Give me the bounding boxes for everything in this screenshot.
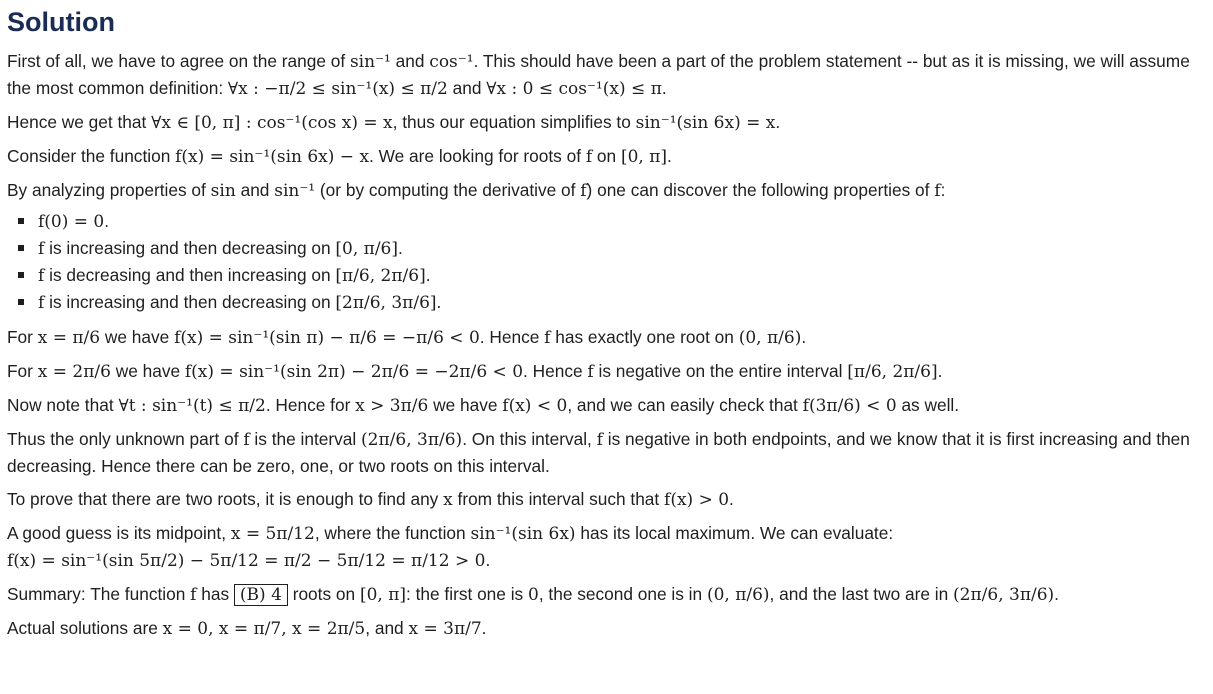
text: has its local maximum. We can evaluate: [575,523,894,543]
text: has exactly one root on [550,327,739,347]
math: x = π/6 [37,328,101,348]
math: f [585,147,593,167]
paragraph-properties-intro [7,177,1206,204]
math: sin⁻¹ [349,52,391,72]
text: ) one can discover the following properties of [586,180,935,200]
math: x [443,490,453,510]
math: 0 [527,585,539,605]
text: . [667,146,672,166]
text: . We are looking for roots of [369,146,586,166]
math: f(0) = 0 [38,212,105,232]
paragraph-midpoint [7,520,1206,574]
paragraph-actual-solutions [7,615,1206,642]
math: [π/6, 2π/6] [847,362,938,382]
math: sin⁻¹(sin 6x) = x [635,113,776,133]
text: Actual solutions are [7,618,163,638]
properties-list [7,208,1206,316]
math: f [38,293,45,313]
text: is decreasing and then increasing on [44,265,336,285]
text: : the first one is [406,584,528,604]
math: f(x) = sin⁻¹(sin π) − π/6 = −π/6 < 0 [174,328,480,348]
text: , and [365,618,409,638]
math: ∀x : −π/2 ≤ sin⁻¹(x) ≤ π/2 [227,79,448,99]
text: Consider the function [7,146,176,166]
text: is negative in both endpoints, and we know that it is first increasing and then decreasing. Hence there can be zero, one, or two roots on this interval. [7,429,1190,476]
math: ∀t : sin⁻¹(t) ≤ π/2 [118,396,266,416]
math: f [190,585,197,605]
text: . Hence for [265,395,356,415]
paragraph-upper-bound [7,392,1206,419]
text: . [729,489,734,509]
text: . Hence [479,327,545,347]
math: [2π/6, 3π/6] [335,293,437,313]
text: . [1054,584,1059,604]
text: A good guess is its midpoint, [7,523,231,543]
text: is increasing and then decreasing on [44,238,336,258]
text: For [7,361,38,381]
math: x > 3π/6 [355,396,429,416]
math: ∀x ∈ [0, π] : cos⁻¹(cos x) = x [151,113,393,133]
math: f [587,362,594,382]
text: we have [428,395,503,415]
paragraph-first-interval [7,324,1206,351]
text: from this interval such that [452,489,665,509]
math: (0, π/6) [738,328,802,348]
answer-box: (B) 4 [234,584,288,606]
math: [0, π] [359,585,406,605]
math: f(x) = sin⁻¹(sin 2π) − 2π/6 = −2π/6 < 0 [184,362,524,382]
list-item [38,289,1206,316]
text: , where the function [314,523,471,543]
text: . [485,550,491,570]
text: Summary: The function [7,584,191,604]
math: f(x) = sin⁻¹(sin 5π/2) − 5π/12 = π/2 − 5π/12 = π/12 > 0 [7,551,486,571]
text: . [104,211,110,231]
text: . [937,361,943,381]
text: . [801,327,807,347]
math: f(x) > 0 [664,490,730,510]
math: f(x) < 0 [502,396,568,416]
text: . [481,618,487,638]
text: First of all, we have to agree on the range of [7,51,350,71]
text: To prove that there are two roots, it is enough to find any [7,489,444,509]
text: . Hence [523,361,588,381]
text: is increasing and then decreasing on [44,292,336,312]
text: (or by computing the derivative of [315,180,581,200]
paragraph-simplification [7,109,1206,136]
list-item [38,235,1206,262]
text: . [436,292,442,312]
math: x = 0, x = π/7, x = 2π/5 [162,619,366,639]
text: roots on [287,584,360,604]
math: (0, π/6) [706,585,770,605]
paragraph-two-roots [7,486,1206,513]
text: and [447,78,487,98]
solution-heading: Solution [7,7,115,37]
text: For [7,327,38,347]
math: (2π/6, 3π/6) [361,430,463,450]
math: ∀x : 0 ≤ cos⁻¹(x) ≤ π [486,79,662,99]
text: and [235,180,275,200]
text: Thus the only unknown part of [7,429,244,449]
text: and [390,51,430,71]
text: , thus our equation simplifies to [392,112,636,132]
text: . [775,112,781,132]
math: (2π/6, 3π/6) [953,585,1055,605]
text: . This should have been a part of the problem statement -- but as it is missing, we will assume the most common definition: [7,51,1190,98]
text: on [592,146,621,166]
math: f [544,328,551,348]
text: By analyzing properties of [7,180,211,200]
text: Now note that [7,395,119,415]
math: f [243,430,250,450]
text: . [661,78,667,98]
paragraph-unknown-interval [7,426,1206,479]
math: f [580,181,587,201]
list-item [38,262,1206,289]
text: is negative on the entire interval [593,361,848,381]
text: we have [110,361,185,381]
math: cos⁻¹ [429,52,474,72]
math: f [596,430,603,450]
math: x = 5π/12 [230,524,315,544]
math: [0, π/6] [335,239,398,259]
text: . [425,265,431,285]
paragraph-range-definition [7,48,1206,102]
text: . [398,238,403,258]
text: is the interval [249,429,362,449]
math: f [38,266,45,286]
math: sin⁻¹(sin 6x) [470,524,576,544]
math: [π/6, 2π/6] [335,266,426,286]
math: f [38,239,45,259]
math: sin [210,181,236,201]
text: , the second one is in [538,584,707,604]
math: x = 2π/6 [37,362,111,382]
math: sin⁻¹ [274,181,316,201]
text: , and the last two are in [769,584,954,604]
list-item [38,208,1206,235]
paragraph-function-definition [7,143,1206,170]
text: . On this interval, [462,429,597,449]
text: : [940,180,946,200]
math: f(x) = sin⁻¹(sin 6x) − x [175,147,370,167]
paragraph-second-interval [7,358,1206,385]
text: has [196,584,234,604]
math: x = 3π/7 [408,619,482,639]
text: , and we can easily check that [567,395,803,415]
paragraph-summary [7,581,1206,608]
math: f(3π/6) < 0 [802,396,897,416]
math: [0, π] [620,147,667,167]
text: Hence we get that [7,112,152,132]
text: as well. [896,395,960,415]
text: we have [100,327,175,347]
math: f [934,181,941,201]
